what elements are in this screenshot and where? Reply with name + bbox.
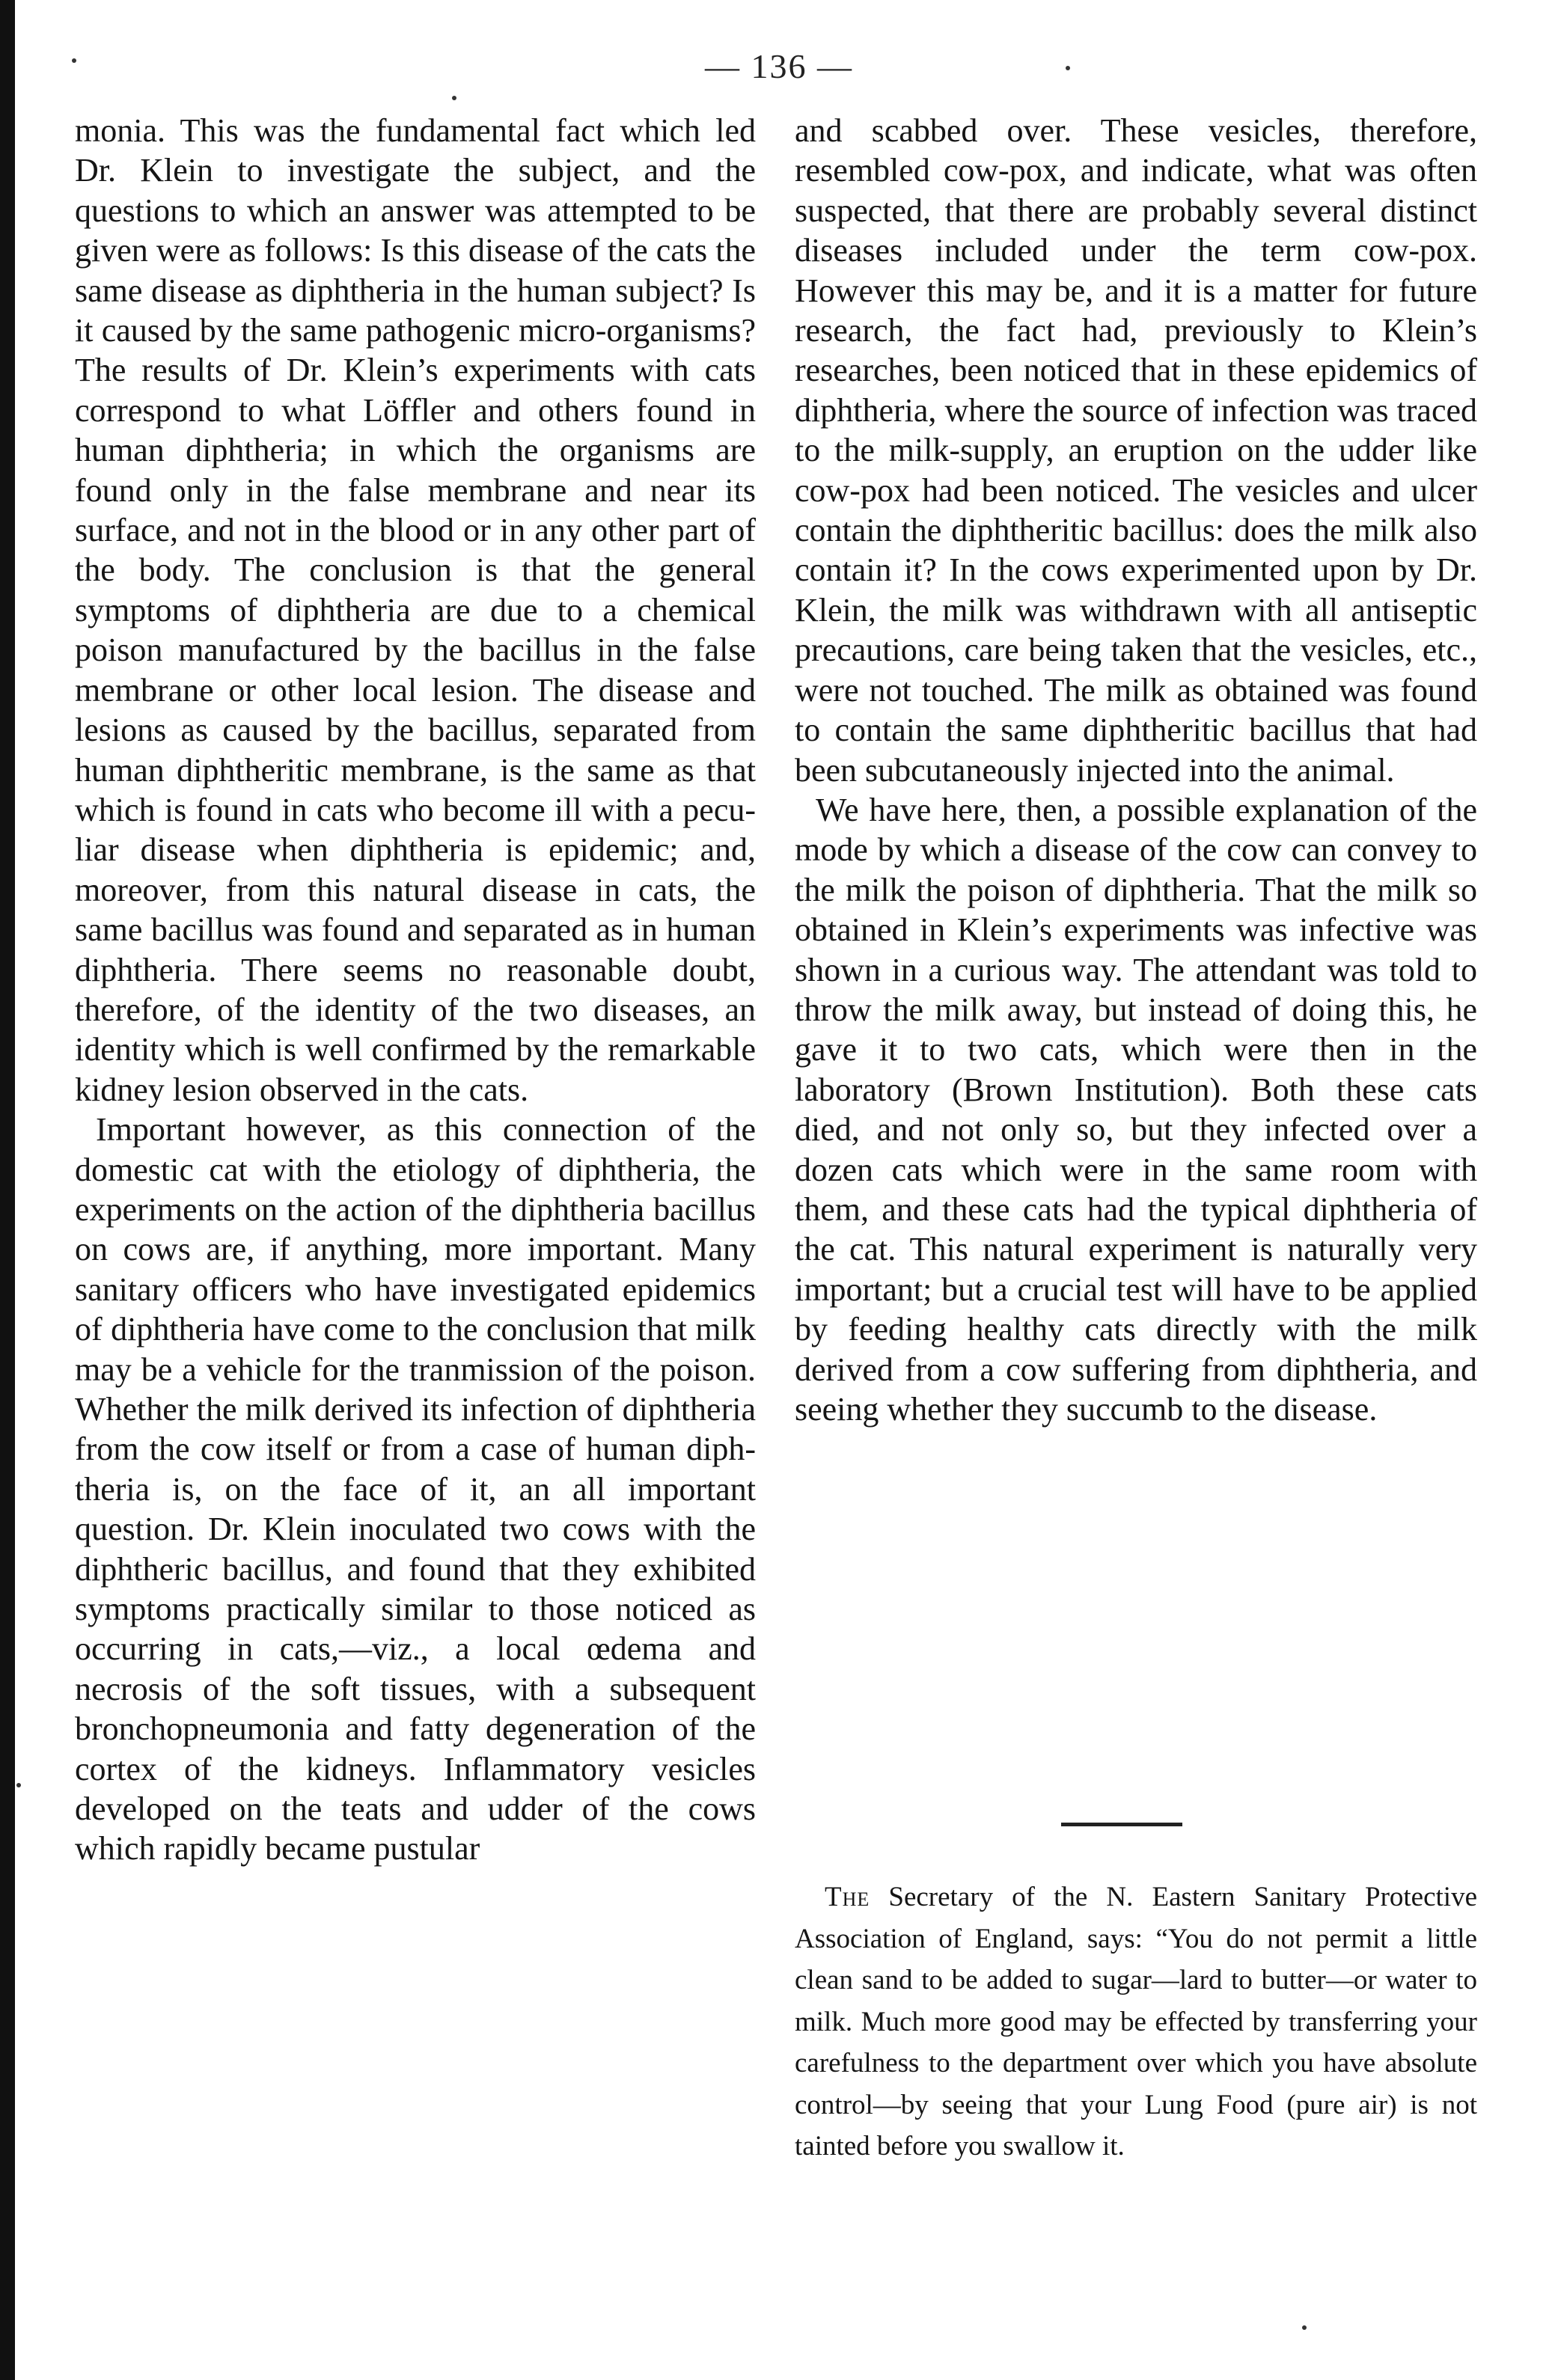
binding-edge [0,0,15,2380]
print-speck [1066,66,1070,70]
paragraph: monia. This was the fundamental fact which led Dr. Klein to investigate the subject, and the questions to which an answer was attempted to be given were as follows: Is this disease of the cats the same disease as diphtheria in the human subject? Is it caused by the same pathogenic micro-organisms? The results of Dr. Klein’s experiments with cats correspond to what Löffler and others found in human diphtheria; in which the organisms are found only in the false membrane and near its surface, and not in the blood or in any other part of the body. The conclusion is that the general symptoms of diphtheria are due to a chemical poison manufactured by the bacillus in the false membrane or other local lesion. The disease and lesions as caused by the bacillus, separated from human diphtheritic membrane, is the same as that which is found in cats who become ill with a peculiar disease when diphtheria is epidemic; and, moreover, from this natural disease in cats, the same bacillus was found and separated as in human diphtheria. There seems no reasonable doubt, therefore, of the identity of the two diseases, an identity which is well confirmed by the remarkable kidney lesion observed in the cats. [75,112,756,1108]
paragraph: We have here, then, a possible explanation of the mode by which a disease of the cow can convey to the milk the poison of diphtheria. That the milk so obtained in Klein’s experiments was infective was shown in a curious way. The attendant was told to throw the milk away, but instead of doing this, he gave it to two cats, which were then in the laboratory (Brown Institution). Both these cats died, and not only so, but they infected over a dozen cats which were in the same room with them, and these cats had the typical diphtheria of the cat. This natural experiment is naturally very important; but a crucial test will have to be applied by feeding healthy cats directly with the milk derived from a cow suffering from diphtheria, and seeing whether they succumb to the disease. [795,791,1477,1428]
notice-text: Secretary of the N. Eastern Sanitary Protective Association of England, says: “You do not permit a little clean sand to be added to sugar—lard to butter—or water to milk. Much more good may be effected by transferring your carefulness to the department over which you have absolute control—by seeing that your Lung Food (pure air) is not tainted before you swallow it. [795,1882,1477,2162]
notice-paragraph [795,1876,1477,2168]
print-speck [72,58,76,63]
print-speck [16,1783,21,1787]
print-speck [1302,2325,1307,2330]
paragraph: and scabbed over. These vesicles, therefore, resembled cow-pox, and indicate, what was often suspected, that there are probably several distinct diseases included under the term cow-pox. However this may be, and it is a matter for future research, the fact had, previously to Klein’s researches, been noticed that in these epidemics of diphtheria, where the source of infection was traced to the milk-supply, an eruption on the udder like cow-pox had been noticed. The vesicles and ulcer contain the diphtheritic bacillus: does the milk also contain it? In the cows experimented upon by Dr. Klein, the milk was withdrawn with all antiseptic precautions, care being taken that the vesicles, etc., were not touched. The milk as obtained was found to contain the same diphtheritic bacillus that had been subcutaneously injected into the animal. [795,112,1477,789]
left-column [75,111,756,1869]
sanitary-notice [795,1876,1477,2168]
paragraph: Important however, as this connection of the domestic cat with the etiology of diphtheria, the experiments on the action of the diphtheria bacillus on cows are, if anything, more important. Many sanitary officers who have investigated epidemics of diphtheria have come to the conclusion that milk may be a vehicle for the tranmission of the poison. Whether the milk derived its infection of diphtheria from the cow itself or from a case of human diphtheria is, on the face of it, an all important question. Dr. Klein inoculated two cows with the diphtheric bacillus, and found that they exhibited symptoms practically similar to those noticed as occurring in cats,—viz., a local œdema and necrosis of the soft tissues, with a subsequent bronchopneumonia and fatty degeneration of the cortex of the kidneys. Inflammatory vesicles developed on the teats and udder of the cows which rapidly became pustular [75,1111,756,1867]
section-divider [1061,1823,1182,1826]
page-number: — 136 — [705,47,853,85]
right-column [795,111,1477,1429]
print-speck [452,96,456,100]
notice-lead-word: The [825,1882,870,1912]
